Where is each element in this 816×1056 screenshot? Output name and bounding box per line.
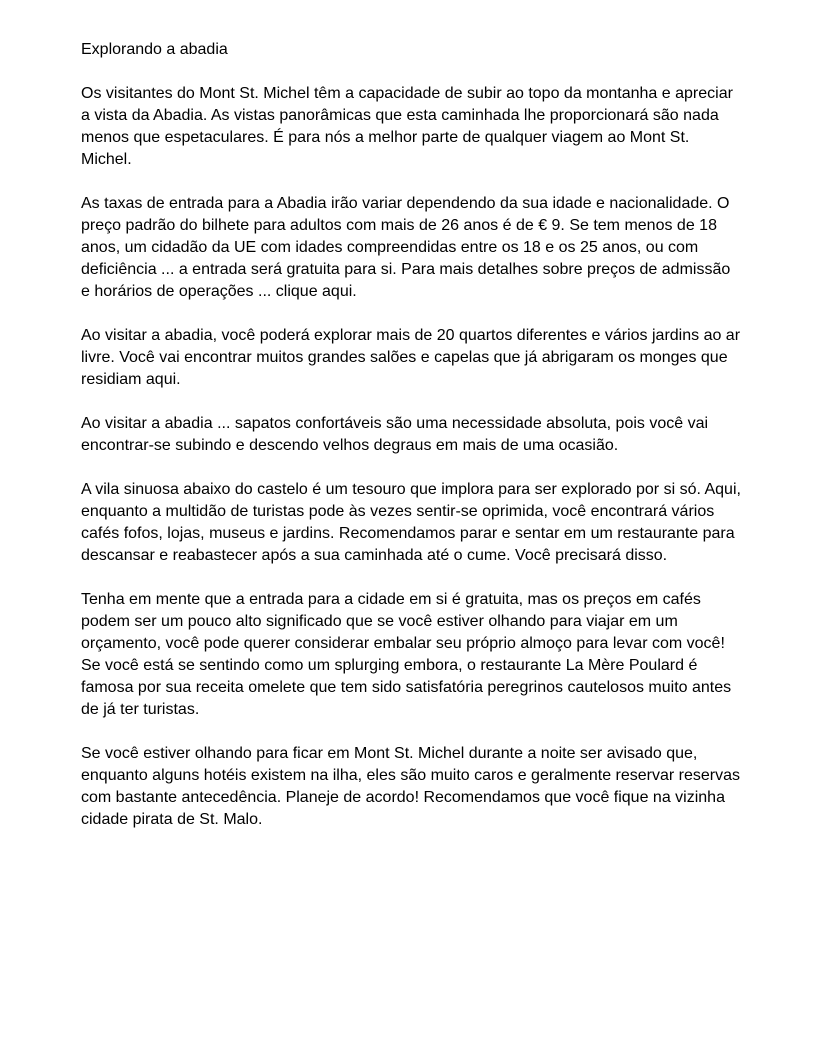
paragraph-entry-fees: As taxas de entrada para a Abadia irão variar dependendo da sua idade e nacionalidade. O preço padrão do bilhete para adultos com mais de 26 anos é de € 9. Se tem menos de 18 anos, um cidadão da UE com idades compreendidas entre os 18 e os 25 anos, ou com deficiência ... a entrada será gratuita para si. Para mais detalhes sobre preços de admissão e horários de operações ... clique aqui. xyxy=(81,195,731,300)
paragraph-comfortable-shoes: Ao visitar a abadia ... sapatos confortáveis são uma necessidade absoluta, pois você vai encontrar-se subindo e descendo velhos degraus em mais de uma ocasião. xyxy=(81,415,709,454)
document-title: Explorando a abadia xyxy=(81,41,228,58)
paragraph-village: A vila sinuosa abaixo do castelo é um tesouro que implora para ser explorado por si só. Aqui, enquanto a multidão de turistas pode às vezes sentir-se oprimida, você encontrará vários cafés fofos, lojas, museus e jardins. Recomendamos parar e sentar em um restaurante para descansar e reabastecer após a sua caminhada até o cume. Você precisará disso. xyxy=(81,481,741,564)
document-page xyxy=(81,39,741,853)
paragraph-cafe-prices: Tenha em mente que a entrada para a cidade em si é gratuita, mas os preços em cafés podem ser um pouco alto significado que se você estiver olhando para viajar em um orçamento, você pode querer considerar embalar seu próprio almoço para levar com você! Se você está se sentindo como um splurging embora, o restaurante La Mère Poulard é famosa por sua receita omelete que tem sido satisfatória peregrinos cautelosos muito antes de já ter turistas. xyxy=(81,591,732,718)
paragraph-rooms-gardens: Ao visitar a abadia, você poderá explorar mais de 20 quartos diferentes e vários jardins ao ar livre. Você vai encontrar muitos grandes salões e capelas que já abrigaram os monges que residiam aqui. xyxy=(81,327,741,388)
paragraph-overnight-stay: Se você estiver olhando para ficar em Mont St. Michel durante a noite ser avisado que, enquanto alguns hotéis existem na ilha, eles são muito caros e geralmente reservar reservas com bastante antecedência. Planeje de acordo! Recomendamos que você fique na vizinha cidade pirata de St. Malo. xyxy=(81,745,741,828)
paragraph-summit-view: Os visitantes do Mont St. Michel têm a capacidade de subir ao topo da montanha e apreciar a vista da Abadia. As vistas panorâmicas que esta caminhada lhe proporcionará são nada menos que espetaculares. É para nós a melhor parte de qualquer viagem ao Mont St. Michel. xyxy=(81,85,733,168)
